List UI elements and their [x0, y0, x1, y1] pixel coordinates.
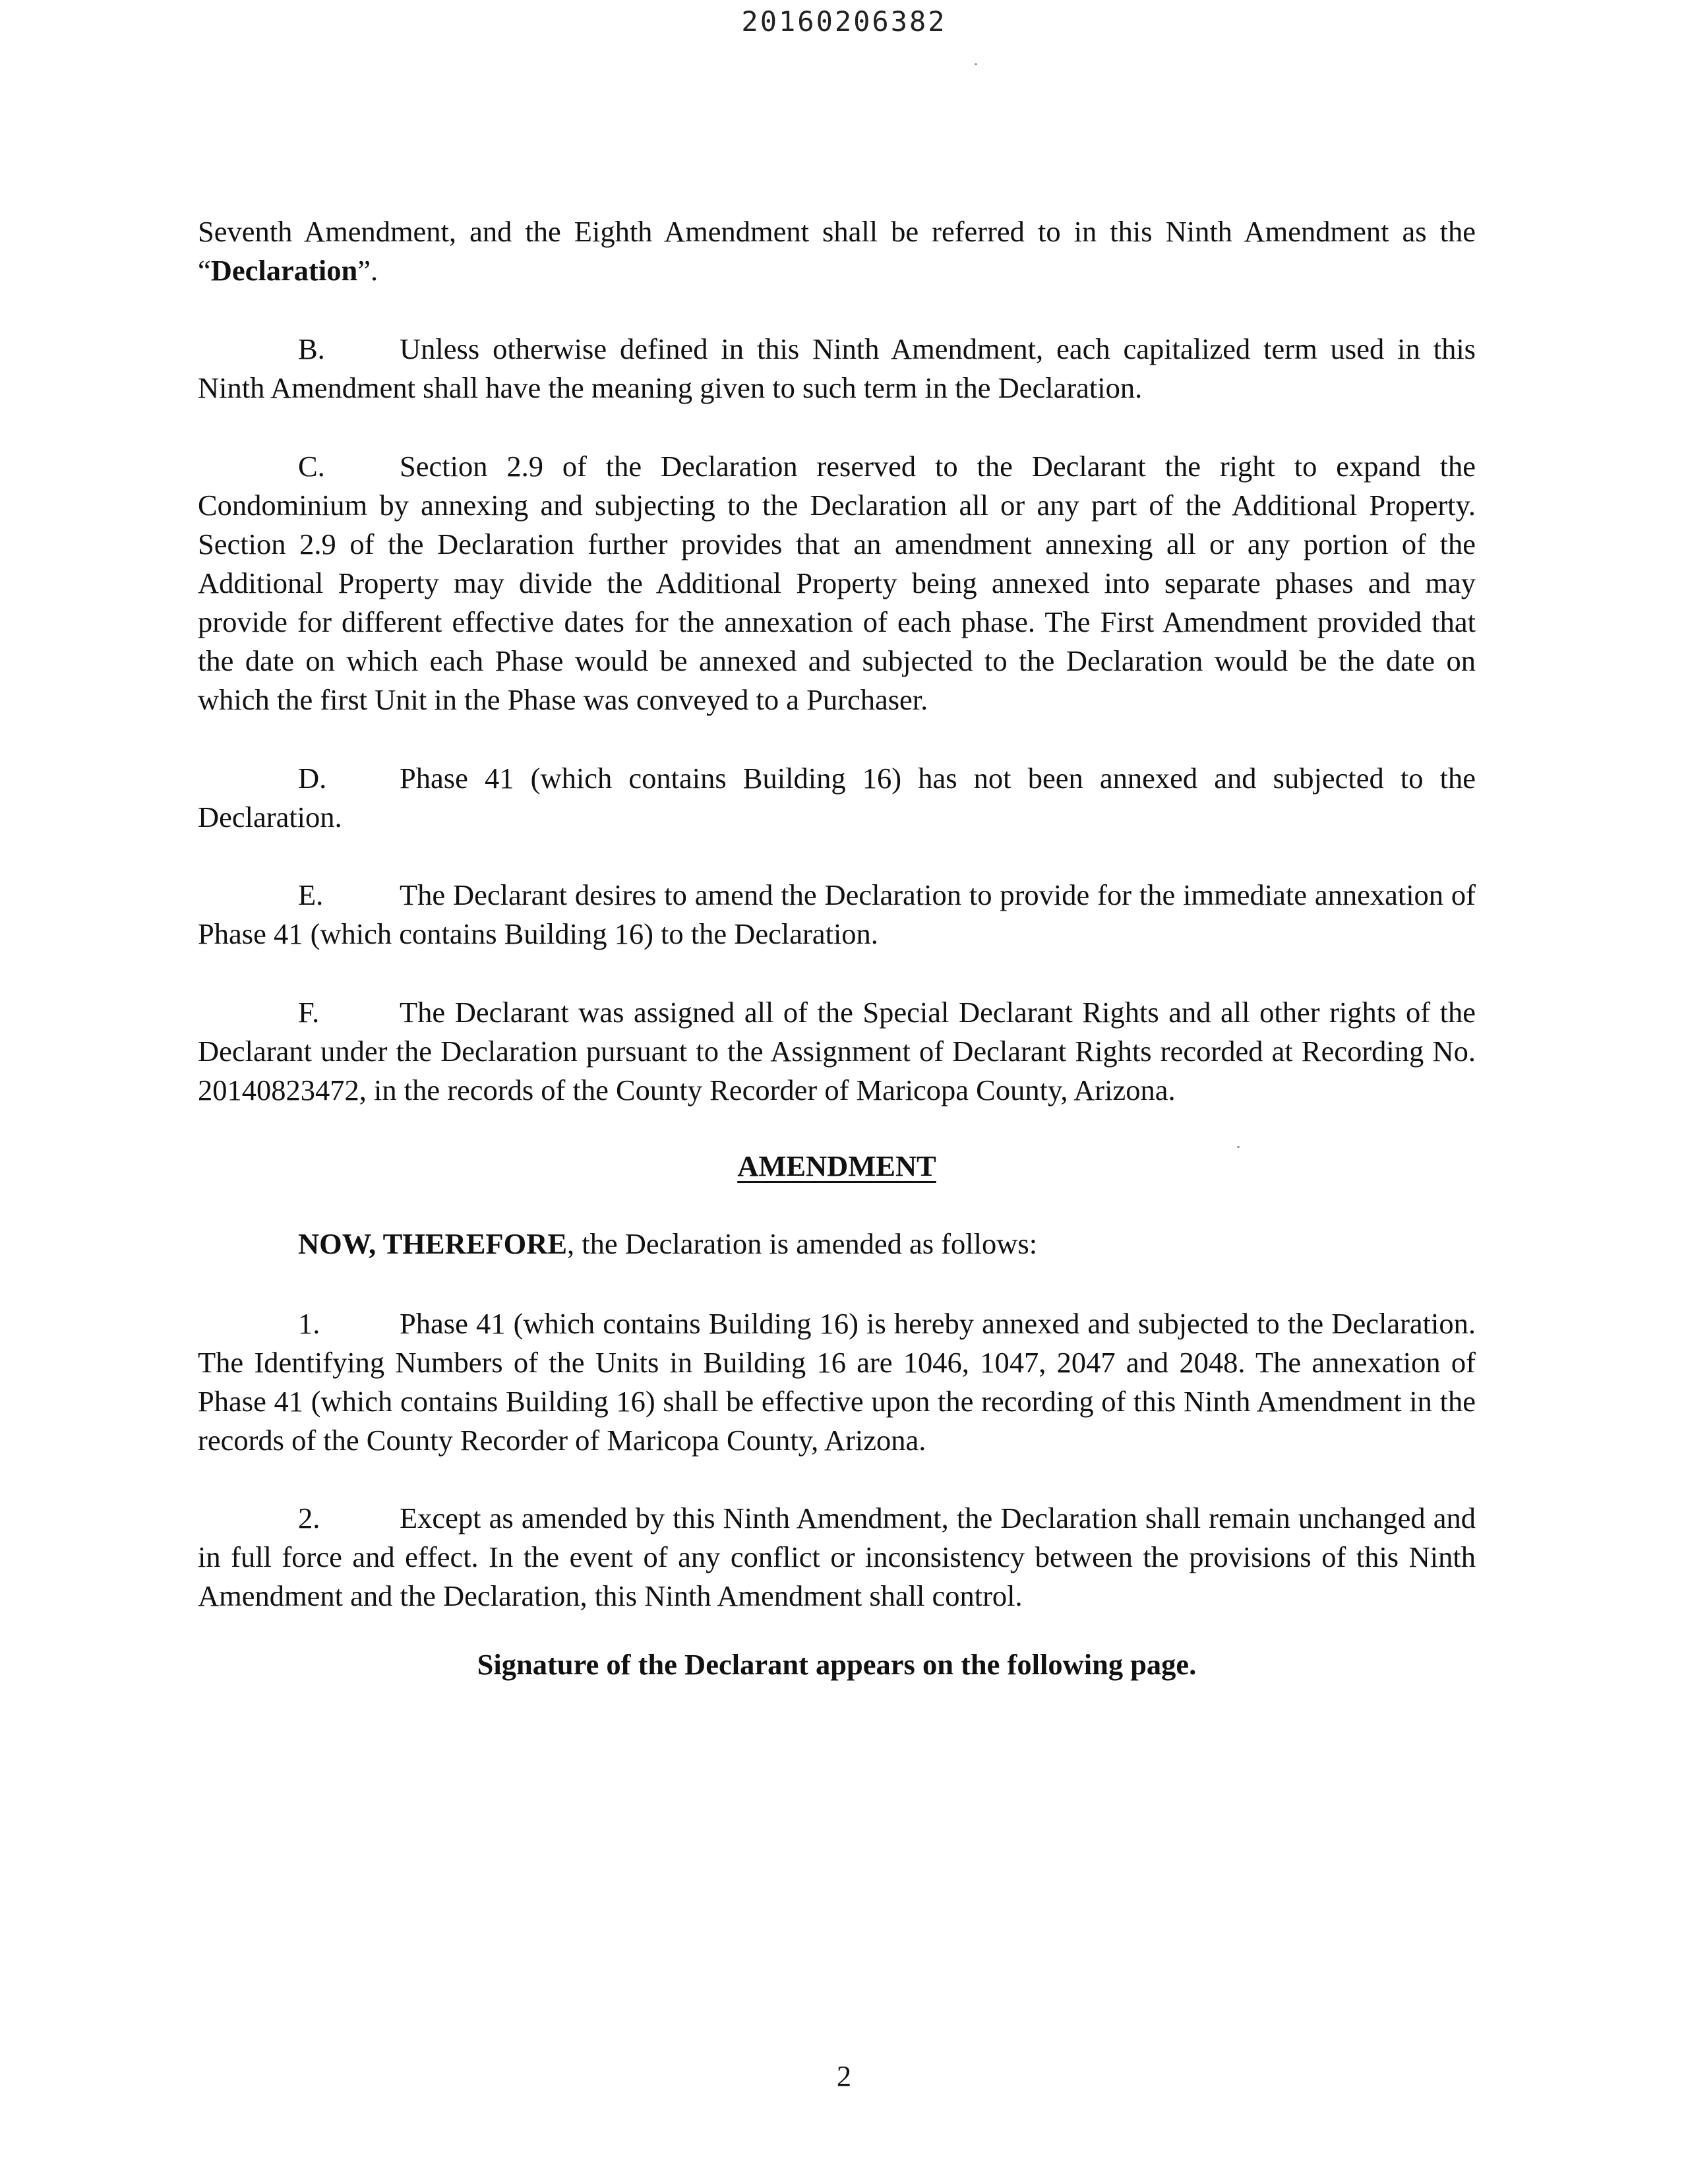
intro-paragraph	[198, 212, 1476, 290]
intro-text-before: Seventh Amendment, and the Eighth Amendment shall be referred to in this Ninth Amendment as the “	[198, 215, 1476, 287]
recital-d	[198, 759, 1476, 837]
recital-c	[198, 447, 1476, 719]
now-therefore-label: NOW, THEREFORE	[298, 1227, 568, 1260]
recital-text: The Declarant desires to amend the Declaration to provide for the immediate annexation of Phase 41 (which contains Building 16) to the Declaration.	[198, 878, 1476, 950]
item-text: Except as amended by this Ninth Amendment, the Declaration shall remain unchanged and in full force and effect. In the event of any conflict or inconsistency between the provisions of this Ninth Amendment and the Declaration, this Ninth Amendment shall control.	[198, 1502, 1476, 1612]
recital-marker: B.	[298, 332, 325, 365]
recital-b	[198, 330, 1476, 408]
item-text: Phase 41 (which contains Building 16) is hereby annexed and subjected to the Declaration. The Identifying Numbers of the Units in Building 16 are 1046, 1047, 2047 and 2048. The annexation of Phase 41 (which contains Building 16) shall be effective upon the recording of this Ninth Amendment in the records of the County Recorder of Maricopa County, Arizona.	[198, 1307, 1476, 1457]
scan-speck	[1237, 1146, 1240, 1148]
scan-speck	[975, 63, 977, 65]
recital-marker: D.	[298, 762, 327, 795]
item-marker: 1.	[298, 1307, 320, 1340]
recording-number: 20160206382	[741, 5, 947, 38]
recital-text: Unless otherwise defined in this Ninth Amendment, each capitalized term used in this Ninth Amendment shall have the meaning given to such term in the Declaration.	[198, 332, 1476, 404]
recital-text: The Declarant was assigned all of the Special Declarant Rights and all other rights of the Declarant under the Declaration pursuant to the Assignment of Declarant Rights recorded at Recording No. 20140823472, in the records of the County Recorder of Maricopa County, Arizona.	[198, 996, 1476, 1107]
page-number: 2	[836, 2059, 852, 2092]
amendment-heading: AMENDMENT	[737, 1149, 936, 1182]
amendment-item-1	[198, 1304, 1476, 1460]
recital-text: Section 2.9 of the Declaration reserved to the Declarant the right to expand the Condominium by annexing and subjecting to the Declaration all or any part of the Additional Property. Section 2.9 of the Declaration further provides that an amendment annexing all or any portion of the Additional Property may divide the Additional Property being annexed into separate phases and may provide for different effective dates for the annexation of each phase. The First Amendment provided that the date on which each Phase would be annexed and subjected to the Declaration would be the date on which the first Unit in the Phase was conveyed to a Purchaser.	[198, 450, 1476, 716]
amendment-lead-line	[298, 1227, 1037, 1261]
amendment-item-2	[198, 1499, 1476, 1616]
recital-text: Phase 41 (which contains Building 16) has not been annexed and subjected to the Declaration.	[198, 762, 1476, 834]
recital-marker: E.	[298, 878, 324, 911]
defined-term-declaration: Declaration	[210, 254, 358, 287]
intro-text-after: ”.	[357, 254, 378, 287]
recital-marker: C.	[298, 450, 325, 483]
item-marker: 2.	[298, 1502, 320, 1534]
recital-f	[198, 993, 1476, 1110]
recital-marker: F.	[298, 996, 320, 1029]
recital-e	[198, 876, 1476, 954]
lead-rest-text: , the Declaration is amended as follows:	[567, 1227, 1038, 1260]
signature-note: Signature of the Declarant appears on the following page.	[477, 1648, 1197, 1681]
